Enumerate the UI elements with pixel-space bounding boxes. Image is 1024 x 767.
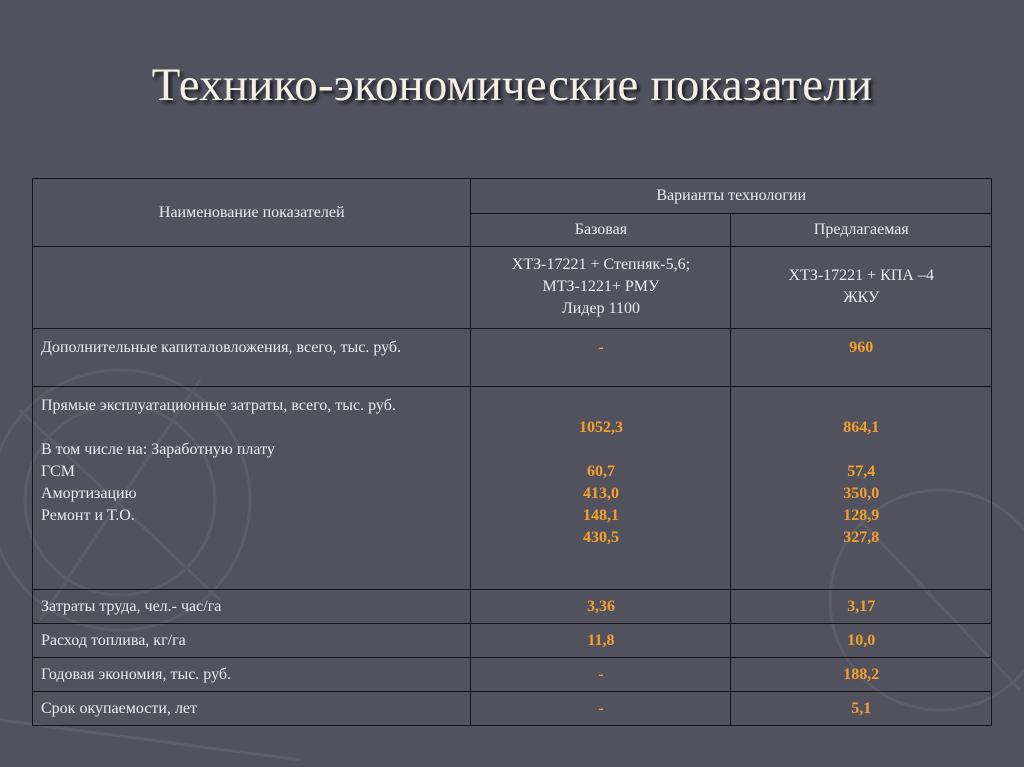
row-proposed-value: 10,0	[731, 624, 992, 658]
direct-costs-item-label	[41, 439, 462, 461]
direct-costs-proposed-total: 864,1	[843, 419, 880, 436]
item-label-repair: Ремонт и Т.О.	[41, 507, 135, 524]
machinery-base-line: ХТЗ-17221 + Степняк-5,6;	[511, 256, 691, 273]
row-label: Годовая экономия, тыс. руб.	[33, 658, 471, 692]
row-label: Затраты труда, чел.- час/га	[33, 590, 471, 624]
header-proposed: Предлагаемая	[731, 214, 992, 247]
item-label-fuel: ГСМ	[41, 463, 75, 480]
table-row	[33, 590, 992, 624]
item-base-salary: 60,7	[586, 463, 615, 480]
direct-costs-proposed-cell	[731, 387, 992, 590]
capital-proposed-value: 960	[731, 329, 992, 387]
table-row	[33, 624, 992, 658]
item-base-depreciation: 148,1	[582, 507, 619, 524]
row-label: Срок окупаемости, лет	[33, 692, 471, 726]
item-proposed-fuel: 350,0	[843, 485, 880, 502]
item-label-depreciation: Амортизацию	[41, 485, 137, 502]
slide-title: Технико-экономические показатели	[151, 59, 873, 111]
table-row	[33, 658, 992, 692]
row-label: Расход топлива, кг/га	[33, 624, 471, 658]
row-base-value: -	[471, 658, 731, 692]
direct-costs-row	[33, 387, 992, 590]
row-proposed-value: 188,2	[731, 658, 992, 692]
direct-costs-label-cell	[33, 387, 471, 590]
item-proposed-depreciation: 128,9	[843, 507, 880, 524]
machinery-proposed-line: ХТЗ-17221 + КПА –4	[788, 267, 934, 284]
indicators-table	[32, 178, 992, 726]
machinery-row	[33, 247, 992, 329]
item-proposed-repair: 327,8	[843, 529, 880, 546]
machinery-base	[471, 247, 731, 329]
machinery-base-line: Лидер 1100	[561, 300, 640, 317]
item-base-repair: 430,5	[582, 529, 619, 546]
header-base: Базовая	[471, 214, 731, 247]
direct-costs-base-total: 1052,3	[578, 419, 623, 436]
item-proposed-salary: 57,4	[847, 463, 876, 480]
table-header-row	[33, 179, 992, 214]
header-variants: Варианты технологии	[471, 179, 992, 214]
direct-costs-base-cell	[471, 387, 731, 590]
row-base-value: 11,8	[471, 624, 731, 658]
machinery-proposed	[731, 247, 992, 329]
direct-costs-label: Прямые эксплуатационные затраты, всего, тыс. руб.	[41, 397, 396, 414]
machinery-base-line: МТЗ-1221+ РМУ	[542, 278, 660, 295]
header-indicator-name: Наименование показателей	[33, 179, 471, 247]
machinery-proposed-line: ЖКУ	[843, 289, 880, 306]
capital-label: Дополнительные капиталовложения, всего, тыс. руб.	[33, 329, 471, 387]
capital-base-value: -	[471, 329, 731, 387]
row-base-value: -	[471, 692, 731, 726]
machinery-empty-cell	[33, 247, 471, 329]
item-label-salary: Заработную плату	[151, 441, 275, 458]
row-proposed-value: 5,1	[731, 692, 992, 726]
table-row	[33, 692, 992, 726]
including-prefix: В том числе на:	[41, 441, 148, 458]
capital-row	[33, 329, 992, 387]
row-base-value: 3,36	[471, 590, 731, 624]
row-proposed-value: 3,17	[731, 590, 992, 624]
item-base-fuel: 413,0	[582, 485, 619, 502]
